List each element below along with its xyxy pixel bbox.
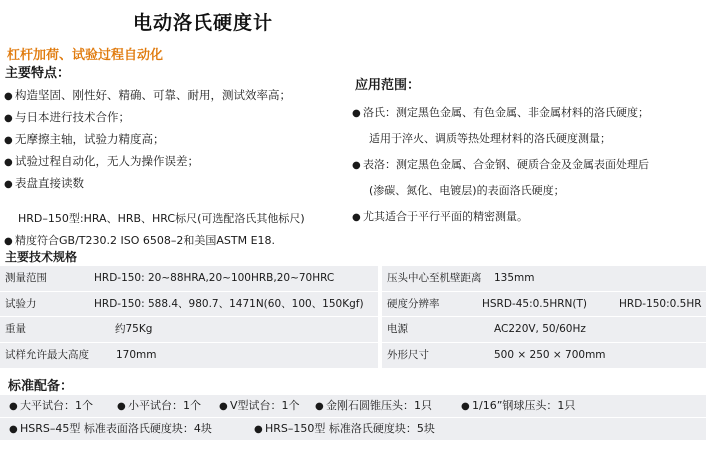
spec-row [382,343,706,369]
bullet-icon: ● [9,424,18,435]
accessory-item: ● HRS–150型 标准洛氏硬度块：5块 [254,418,435,441]
spec-row [0,266,378,292]
accessories-heading: 标准配备： [8,379,74,394]
feature-item: ● 无摩擦主轴，试验力精度高； [4,128,354,150]
bullet-icon: ● [4,91,13,102]
spec-value: HRD-150: 588.4、980.7、1471N(60、100、150Kgf) [94,297,364,310]
accessory-item: ● 小平试台：1个 [117,395,201,418]
application-line: ● 尤其适合于平行平面的精密测量。 [352,204,702,230]
spec-label: 压头中心至机壁距离 [387,272,482,284]
accessory-item: ● 金刚石圆锥压头：1只 [315,395,432,418]
precision-note: ● 精度符合GB/T230.2 ISO 6508–2和美国ASTM E18. [4,234,276,247]
bullet-icon: ● [254,424,263,435]
spec-label: 重量 [5,323,26,335]
applications-heading: 应用范围： [355,78,421,93]
feature-item: ● 表盘直接读数 [4,172,354,194]
bullet-icon: ● [461,401,470,412]
accessory-item: ● 大平试台：1个 [9,395,93,418]
spec-value: 约75Kg [115,323,153,335]
applications-list [352,100,702,230]
spec-row [382,266,706,292]
page-subtitle: 杠杆加荷、试验过程自动化 [7,48,164,63]
accessory-item: ● HSRS–45型 标准表面洛氏硬度块：4块 [9,418,212,441]
spec-value: 135mm [494,272,535,284]
spec-row [382,292,706,318]
bullet-icon: ● [352,108,361,119]
bullet-icon: ● [4,179,13,190]
bullet-icon: ● [352,212,361,223]
spec-label: 电源 [387,323,408,335]
spec-label: 试样允许最大高度 [5,348,89,361]
spec-label: 硬度分辨率 [387,297,440,310]
application-line: 适用于淬火、调质等热处理材料的洛氏硬度测量； [369,132,611,145]
application-line: ● 表洛：测定黑色金属、合金钢、硬质合金及金属表面处理后 [352,152,702,178]
spec-value-secondary: HRD-150:0.5HR [619,297,702,310]
features-list [4,84,354,194]
application-line: (渗碳、氮化、电镀层)的表面洛氏硬度； [369,184,565,197]
page-title: 电动洛氏硬度计 [133,12,274,34]
spec-row [0,317,378,343]
spec-value: AC220V, 50/60Hz [494,323,586,335]
feature-item: ● 与日本进行技术合作； [4,106,354,128]
bullet-icon: ● [4,157,13,168]
specs-table-left [0,266,378,368]
spec-value: HSRD-45:0.5HRN(T) [482,297,587,310]
spec-value: HRD-150: 20~88HRA,20~100HRB,20~70HRC [94,272,335,284]
bullet-icon: ● [9,401,18,412]
spec-row [382,317,706,343]
specs-table-right [382,266,706,368]
spec-label: 试验力 [5,297,37,310]
spec-value: 170mm [116,348,157,361]
bullet-icon: ● [315,401,324,412]
bullet-icon: ● [4,113,13,124]
spec-row [0,343,378,369]
spec-label: 测量范围 [5,272,47,284]
bullet-icon: ● [219,401,228,412]
accessory-item: ● V型试台：1个 [219,395,300,418]
accessories-row [0,395,706,417]
accessories-row [0,418,706,440]
spec-value: 500 × 250 × 700mm [494,348,606,361]
bullet-icon: ● [117,401,126,412]
application-line: ● 洛氏：测定黑色金属、有色金属、非金属材料的洛氏硬度； [352,100,702,126]
features-heading: 主要特点： [5,66,71,81]
spec-row [0,292,378,318]
bullet-icon: ● [4,135,13,146]
spec-label: 外形尺寸 [387,348,429,361]
accessory-item: ● 1/16”钢球压头：1只 [461,395,575,418]
bullet-icon: ● [4,236,13,247]
feature-item: ● 试验过程自动化，无人为操作误差； [4,150,354,172]
bullet-icon: ● [352,160,361,171]
feature-item: ● 构造坚固、刚性好、精确、可靠、耐用，测试效率高； [4,84,354,106]
specs-heading: 主要技术规格 [5,250,78,264]
model-note: HRD–150型:HRA、HRB、HRC标尺(可选配洛氏其他标尺) [18,212,305,225]
